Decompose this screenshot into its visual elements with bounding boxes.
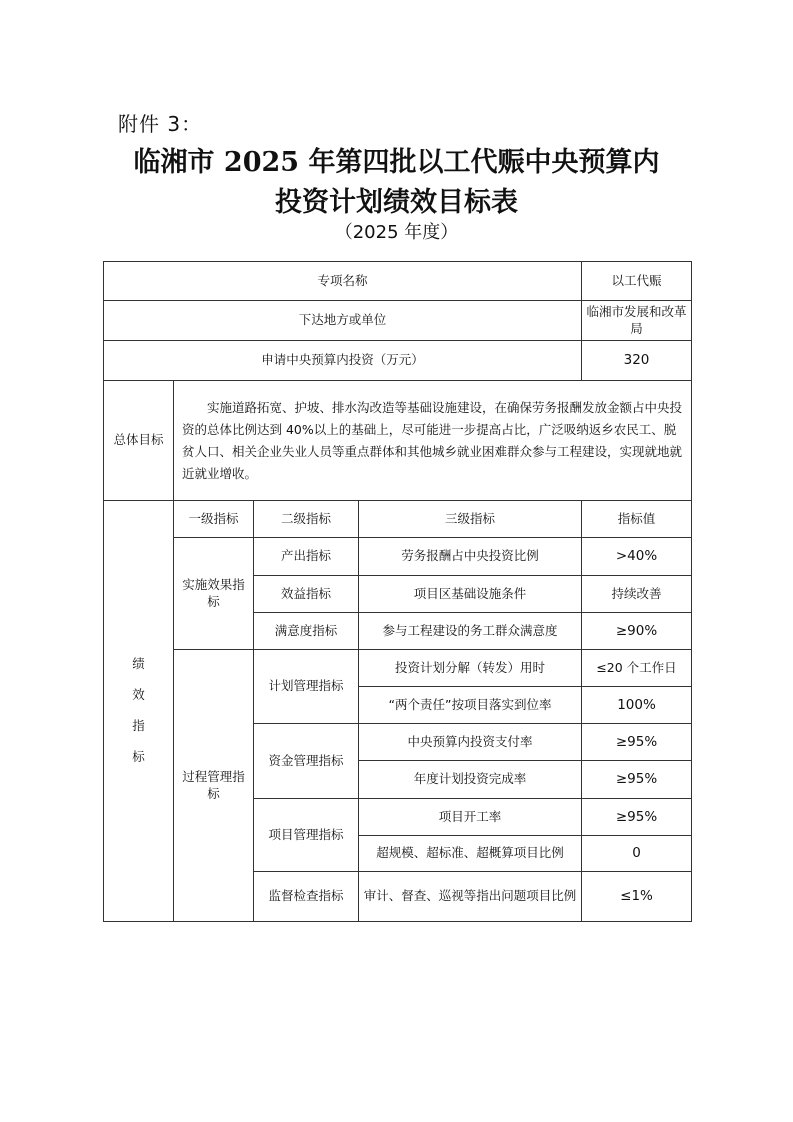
level3-cell: 审计、督查、巡视等指出问题项目比例	[359, 872, 582, 922]
level3-cell: 项目区基础设施条件	[359, 576, 582, 613]
level2-cell: 监督检查指标	[254, 872, 359, 922]
group-process-label: 过程管理指标	[174, 650, 254, 922]
investment-label: 申请中央预算内投资（万元）	[104, 341, 582, 381]
group-effect-label: 实施效果指标	[174, 538, 254, 650]
table-row	[104, 381, 692, 501]
header-level3: 三级指标	[359, 501, 582, 538]
unit-value: 临湘市发展和改革局	[582, 301, 692, 341]
value-cell: ≥95%	[582, 799, 692, 836]
performance-target-table	[103, 261, 692, 922]
performance-indicator-label: 绩 效 指 标	[104, 501, 174, 922]
project-name-value: 以工代赈	[582, 262, 692, 301]
value-cell: 100%	[582, 687, 692, 724]
attachment-label: 附件 3：	[118, 112, 203, 136]
table-row	[104, 341, 692, 381]
level2-cell: 产出指标	[254, 538, 359, 576]
value-cell: ≥95%	[582, 724, 692, 761]
document-year: （2025 年度）	[334, 222, 459, 243]
table-row	[104, 501, 692, 538]
level2-cell: 项目管理指标	[254, 799, 359, 872]
overall-goal-text: 实施道路拓宽、护坡、排水沟改造等基础设施建设，在确保劳务报酬发放金额占中央投资的总体比例达到 40%以上的基础上，尽可能进一步提高占比，广泛吸纳返乡农民工、脱贫人口、相关企业失业人员等重点群体和其他城乡就业困难群众参与工程建设，实现就地就近就业增收。	[174, 381, 692, 501]
overall-goal-label: 总体目标	[104, 381, 174, 501]
header-value: 指标值	[582, 501, 692, 538]
header-level2: 二级指标	[254, 501, 359, 538]
level2-cell: 效益指标	[254, 576, 359, 613]
document-title-line1: 临湘市 2025 年第四批以工代赈中央预算内	[133, 147, 660, 178]
document-title-line2: 投资计划绩效目标表	[275, 187, 518, 218]
unit-label: 下达地方或单位	[104, 301, 582, 341]
value-cell: ≤20 个工作日	[582, 650, 692, 687]
table-row	[104, 538, 692, 576]
table-row	[104, 262, 692, 301]
header-level1: 一级指标	[174, 501, 254, 538]
value-cell: 0	[582, 836, 692, 872]
level3-cell: 超规模、超标准、超概算项目比例	[359, 836, 582, 872]
level3-cell: 年度计划投资完成率	[359, 761, 582, 799]
investment-value: 320	[582, 341, 692, 381]
project-name-label: 专项名称	[104, 262, 582, 301]
level3-cell: 劳务报酬占中央投资比例	[359, 538, 582, 576]
level2-cell: 计划管理指标	[254, 650, 359, 724]
value-cell: 持续改善	[582, 576, 692, 613]
value-cell: >40%	[582, 538, 692, 576]
table-row	[104, 301, 692, 341]
level3-cell: 投资计划分解（转发）用时	[359, 650, 582, 687]
level3-cell: 中央预算内投资支付率	[359, 724, 582, 761]
level3-cell: 项目开工率	[359, 799, 582, 836]
level3-cell: “两个责任”按项目落实到位率	[359, 687, 582, 724]
level2-cell: 满意度指标	[254, 613, 359, 650]
value-cell: ≥90%	[582, 613, 692, 650]
value-cell: ≥95%	[582, 761, 692, 799]
level2-cell: 资金管理指标	[254, 724, 359, 799]
table-row	[104, 650, 692, 687]
level3-cell: 参与工程建设的务工群众满意度	[359, 613, 582, 650]
value-cell: ≤1%	[582, 872, 692, 922]
